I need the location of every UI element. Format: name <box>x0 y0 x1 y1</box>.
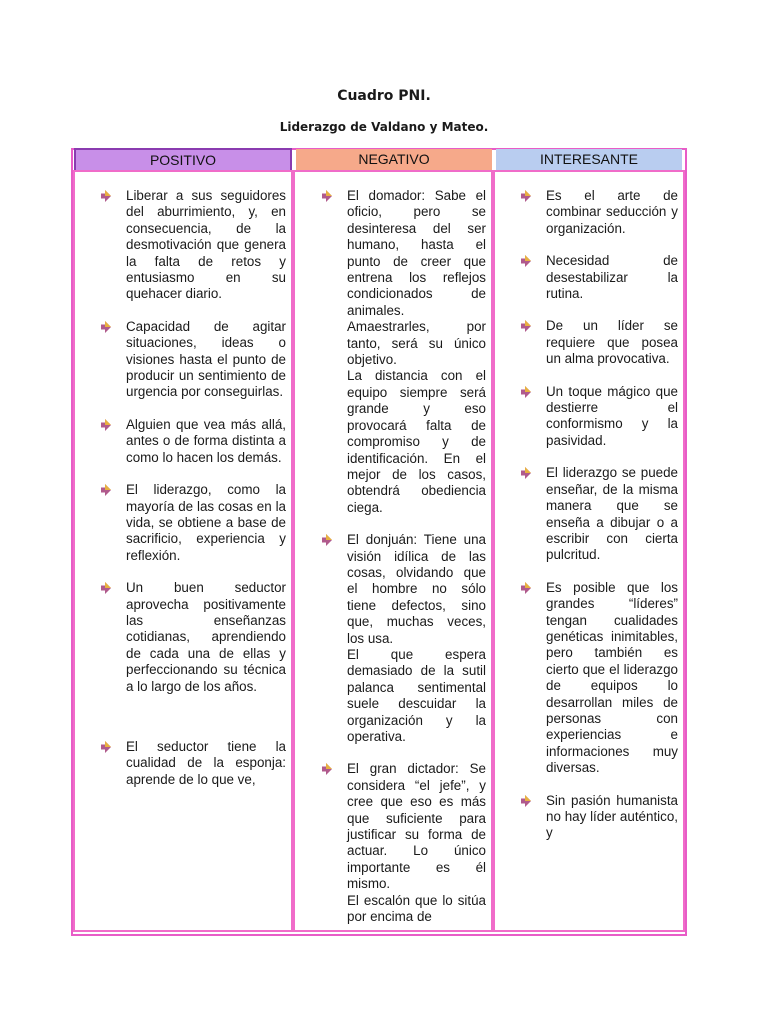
negativo-item-text: El escalón que lo sitúa por encima de <box>347 892 486 925</box>
negativo-item-text: El gran dictador: Se considera “el jefe”, y cree que eso es más que suficiente para justificar su forma de actuar. Lo único importante es él mismo. <box>347 761 486 892</box>
interesante-item-text: Es el arte de combinar seducción y organización. <box>546 188 678 236</box>
interesante-item-text: Sin pasión humanista no hay líder auténtico, y <box>546 792 678 841</box>
interesante-item <box>546 793 678 842</box>
interesante-item-text: De un líder se requiere que posea un alma provocativa. <box>546 318 678 367</box>
column-positivo <box>126 188 286 788</box>
arrow-bullet-icon <box>321 534 333 546</box>
arrow-bullet-icon <box>321 763 333 775</box>
negativo-item-text: El donjuán: Tiene una visión idílica de las cosas, olvidando que el hombre no sólo tiene defectos, sino que, muchas veces, los usa. <box>347 532 486 646</box>
negativo-item <box>347 761 486 925</box>
arrow-bullet-icon <box>321 190 333 202</box>
arrow-bullet-icon <box>520 467 532 479</box>
arrow-bullet-icon <box>100 419 112 431</box>
page-subtitle: Liderazgo de Valdano y Mateo. <box>279 120 489 134</box>
negativo-item <box>347 532 486 745</box>
negativo-item-text: El domador: Sabe el oficio, pero se desinteresa del ser humano, hasta el punto de creer que entrena los reflejos condicionados de animales. <box>347 188 486 318</box>
interesante-item-text: Es posible que los grandes “líderes” tengan cualidades genéticas inimitables, pero también es cierto que el liderazgo de equipos lo desarrollan miles de personas con experiencias e informaciones muy diversas. <box>546 579 678 776</box>
interesante-item <box>546 580 678 777</box>
column-interesante <box>546 188 678 842</box>
page-title: Cuadro PNI. <box>337 88 431 104</box>
arrow-bullet-icon <box>520 190 532 202</box>
pni-table <box>71 148 687 936</box>
positivo-item-text: Un buen seductor aprovecha positivamente las enseñanzas cotidianas, aprendiendo de cada una de ellas y perfeccionando su técnica a lo largo de los años. <box>126 580 286 694</box>
negativo-item-text: El que espera demasiado de la sutil palanca sentimental suele descuidar la organización y la operativa. <box>347 646 486 744</box>
arrow-bullet-icon <box>100 484 112 496</box>
interesante-item <box>546 253 678 302</box>
arrow-bullet-icon <box>520 386 532 398</box>
positivo-item <box>126 188 286 303</box>
negativo-item-text: La distancia con el equipo siempre será grande y eso provocará falta de compromiso y de identificación. En el mejor de los casos, obtendrá obediencia ciega. <box>347 368 486 515</box>
negativo-item <box>347 188 486 516</box>
negativo-item-text: Amaestrarles, por tanto, será su único objetivo. <box>347 319 486 368</box>
positivo-item-text: Capacidad de agitar situaciones, ideas o visiones hasta el punto de producir un sentimiento de urgencia por conseguirlas. <box>126 318 286 400</box>
positivo-item-text: Liberar a sus seguidores del aburrimiento, y, en consecuencia, de la desmotivación que genera la falta de retos y entusiasmo en su quehacer diario. <box>126 188 286 302</box>
interesante-item <box>546 188 678 237</box>
positivo-item-text: Alguien que vea más allá, antes o de forma distinta a como lo hacen los demás. <box>126 416 286 465</box>
interesante-item-text: El liderazgo se puede enseñar, de la misma manera que se enseña a dibujar o a escribir con cierta pulcritud. <box>546 465 678 563</box>
arrow-bullet-icon <box>100 321 112 333</box>
interesante-item <box>546 465 678 563</box>
interesante-item-text: Un toque mágico que destierre el conformismo y la pasividad. <box>546 383 678 448</box>
arrow-bullet-icon <box>100 190 112 202</box>
column-negativo <box>347 188 486 925</box>
arrow-bullet-icon <box>520 582 532 594</box>
interesante-item <box>546 318 678 367</box>
header-positivo: POSITIVO <box>74 148 292 172</box>
arrow-bullet-icon <box>100 741 112 753</box>
arrow-bullet-icon <box>520 795 532 807</box>
arrow-bullet-icon <box>100 582 112 594</box>
arrow-bullet-icon <box>520 255 532 267</box>
positivo-item <box>126 417 286 466</box>
interesante-item <box>546 384 678 450</box>
positivo-item-text: El liderazgo, como la mayoría de las cosas en la vida, se obtiene a base de sacrificio, experiencia y reflexión. <box>126 482 286 563</box>
interesante-item-text: Necesidad de desestabilizar la rutina. <box>546 253 678 302</box>
header-negativo: NEGATIVO <box>296 149 492 170</box>
positivo-item <box>126 319 286 401</box>
positivo-item <box>126 580 286 695</box>
positivo-item <box>126 739 286 788</box>
arrow-bullet-icon <box>520 320 532 332</box>
positivo-item-text: El seductor tiene la cualidad de la esponja: aprende de lo que ve, <box>126 738 286 787</box>
header-interesante: INTERESANTE <box>496 149 682 170</box>
positivo-item <box>126 482 286 564</box>
